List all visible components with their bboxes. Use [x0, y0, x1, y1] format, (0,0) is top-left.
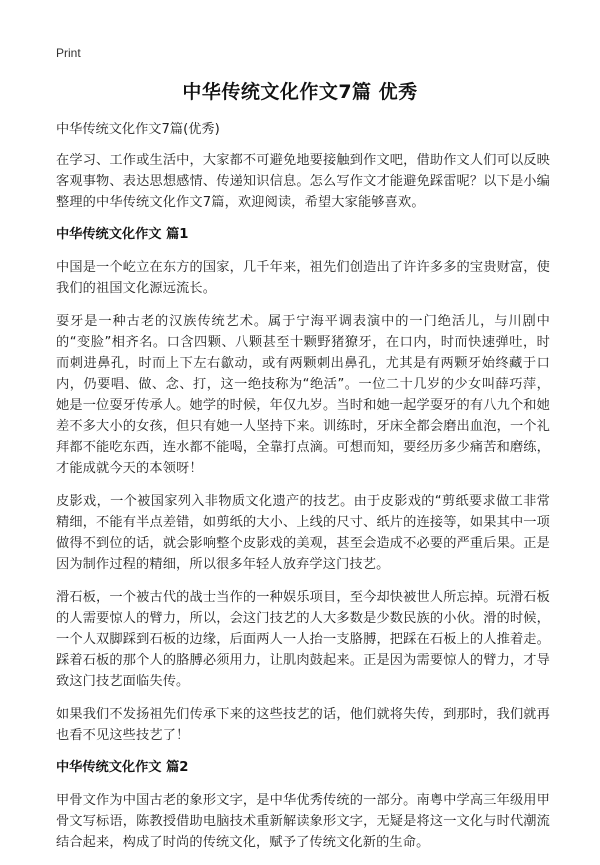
section-heading-1: 中华传统文化作文 篇1 — [56, 227, 189, 242]
print-link[interactable]: Print — [56, 46, 81, 60]
article-body — [56, 120, 550, 865]
paragraph: 中国是一个屹立在东方的国家，几千年来，祖先们创造出了许许多多的宝贵财富，使我们的祖国文化源远流长。 — [56, 260, 550, 296]
article-subtitle: 中华传统文化作文7篇(优秀) — [56, 122, 220, 137]
paragraph: 如果我们不发扬祖先们传承下来的这些技艺的话，他们就将失传，到那时，我们就再也看不见这些技艺了！ — [56, 707, 550, 743]
paragraph: 甲骨文作为中国古老的象形文字，是中华优秀传统的一部分。南粤中学高三年级用甲骨文写标语，陈教授借助电脑技术重新解读象形文字，无疑是将这一文化与时代潮流结合起来，构成了时尚的传统文化，赋予了传统文化新的生命。 — [56, 793, 550, 850]
paragraph: 滑石板，一个被古代的战士当作的一种娱乐项目，至今却快被世人所忘掉。玩滑石板的人需要惊人的臂力，所以，会这门技艺的人大多数是少数民族的小伙。滑的时候，一个人双脚踩到石板的边缘，后面两人一人抬一支胳膊，把踩在石板上的人推着走。踩着石板的那个人的胳膊必须用力，让肌肉鼓起来。正是因为需要惊人的臂力，才导致这门技艺面临失传。 — [56, 590, 550, 689]
section-heading-2: 中华传统文化作文 篇2 — [56, 760, 189, 775]
paragraph: 耍牙是一种古老的汉族传统艺术。属于宁海平调表演中的一门绝活儿，与川剧中的“变脸”相齐名。口含四颗、八颗甚至十颗野猪獠牙，在口内，时而快速弹吐，时而刺进鼻孔，时而上下左右歙动，或有两颗刺出鼻孔，尤其是有两颗牙始终藏于口内，仍要唱、做、念、打，这一绝技称为“绝活”。一位二十几岁的少女叫薛巧萍，她是一位耍牙传承人。她学的时候，年仅九岁。当时和她一起学耍牙的有八九个和她差不多大小的女孩，但只有她一人坚持下来。训练时，牙床全都会磨出血泡，一个礼拜都不能吃东西，连水都不能喝，全靠打点滴。可想而知，要经历多少痛苦和磨练，才能成就今天的本领呀！ — [56, 314, 550, 476]
page-title: 中华传统文化作文7篇 优秀 — [182, 81, 418, 103]
paragraph: 皮影戏，一个被国家列入非物质文化遗产的技艺。由于皮影戏的“剪纸要求做工非常精细，不能有半点差错，如剪纸的大小、上线的尺寸、纸片的连接等，如果其中一项做得不到位的话，就会影响整个皮影戏的美观，甚至会造成不必要的严重后果。正是因为制作过程的精细，所以很多年轻人放弃学这门技艺。 — [56, 494, 550, 572]
intro-paragraph: 在学习、工作或生活中，大家都不可避免地要接触到作文吧，借助作文人们可以反映客观事物、表达思想感情、传递知识信息。怎么写作文才能避免踩雷呢？以下是小编整理的中华传统文化作文7篇，欢迎阅读，希望大家能够喜欢。 — [56, 153, 550, 210]
